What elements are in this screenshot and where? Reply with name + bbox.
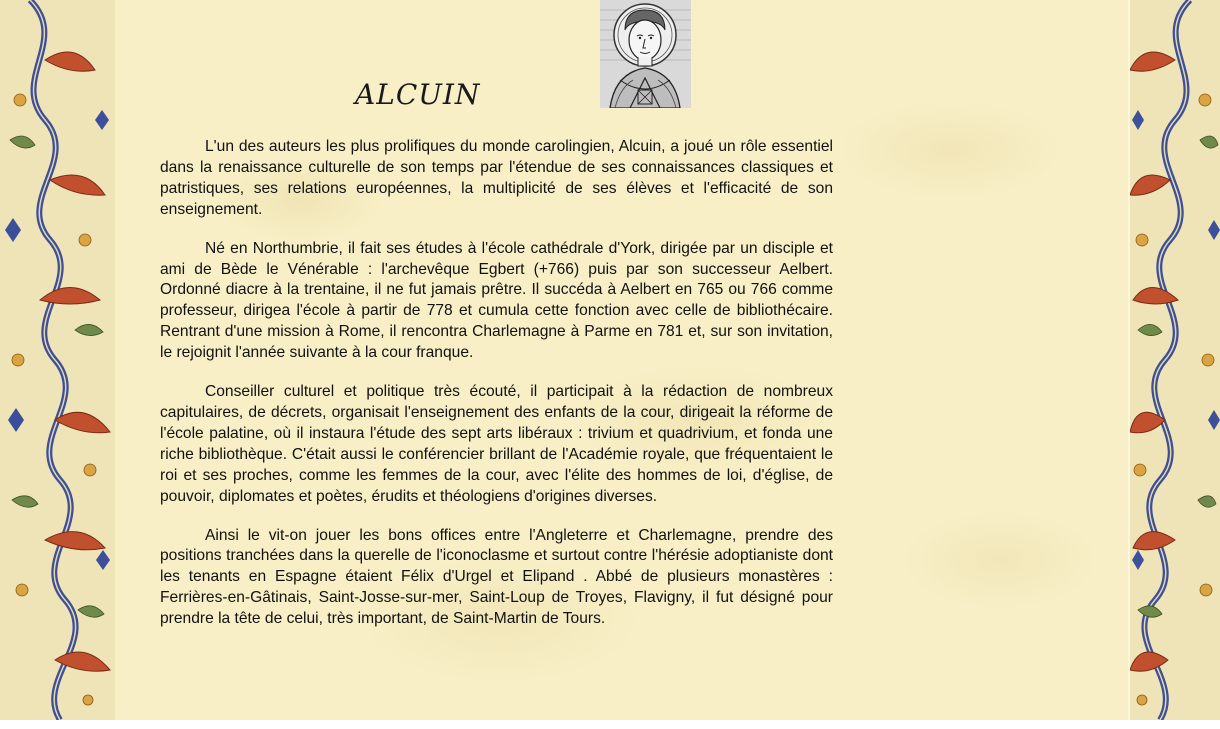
- portrait-icon: [600, 0, 691, 108]
- paragraph-biography: Né en Northumbrie, il fait ses études à l'école cathédrale d'York, dirigée par un disciple et ami de Bède le Vénérable : l'archevêque Egbert (+766) puis par son successeur Aelbert. Ordonné diacre à la trentaine, il ne fut jamais prêtre. Il succéda à Aelbert en 765 ou 766 comme professeur, dirigea l'école à partir de 778 et cumula cette fonction avec celle de bibliothécaire. Rentrant d'une mission à Rome, il rencontra Charlemagne à Parme en 781 et, sur son invitation, le rejoignit l'année suivante à la cour franque.: [160, 239, 833, 362]
- bottom-white-strip: [0, 720, 1220, 729]
- left-floral-border-icon: [0, 0, 115, 720]
- page-title: ALCUIN: [355, 78, 481, 111]
- paragraph-intro: L'un des auteurs les plus prolifiques du monde carolingien, Alcuin, a joué un rôle essentiel dans la renaissance culturelle de son temps par l'étendue de ses connaissances classiques et patristiques, ses relations européennes, la multiplicité de ses élèves et l'efficacité de son enseignement.: [160, 138, 833, 218]
- paragraph-court-role: Conseiller culturel et politique très écouté, il participait à la rédaction de nombreux capitulaires, de décrets, organisait l'enseignement des enfants de la cour, dirigeait la réforme de l'école palatine, où il instaura l'étude des sept arts libéraux : trivium et quadrivium, et fonda une riche bibliothèque. C'était aussi le conférencier brillant de l'Académie royale, que fréquentaient le roi et ses proches, comme les femmes de la cour, avec l'élite des hommes de loi, d'église, de pouvoir, diplomates et poètes, érudits et théologiens d'origines diverses.: [160, 383, 833, 505]
- right-floral-border-icon: [1130, 0, 1220, 720]
- article-body: [160, 137, 833, 648]
- paragraph-abbeys: Ainsi le vit-on jouer les bons offices entre l'Angleterre et Charlemagne, prendre des positions tranchées dans la querelle de l'iconoclasme et surtout contre l'hérésie adoptianiste dont les tenants en Espagne étaient Félix d'Urgel et Elipand . Abbé de plusieurs monastères : Ferrières-en-Gâtinais, Saint-Josse-sur-mer, Saint-Loup de Troyes, Flavigny, il fut désigné pour prendre la tête de celui, très important, de Saint-Martin de Tours.: [160, 526, 833, 628]
